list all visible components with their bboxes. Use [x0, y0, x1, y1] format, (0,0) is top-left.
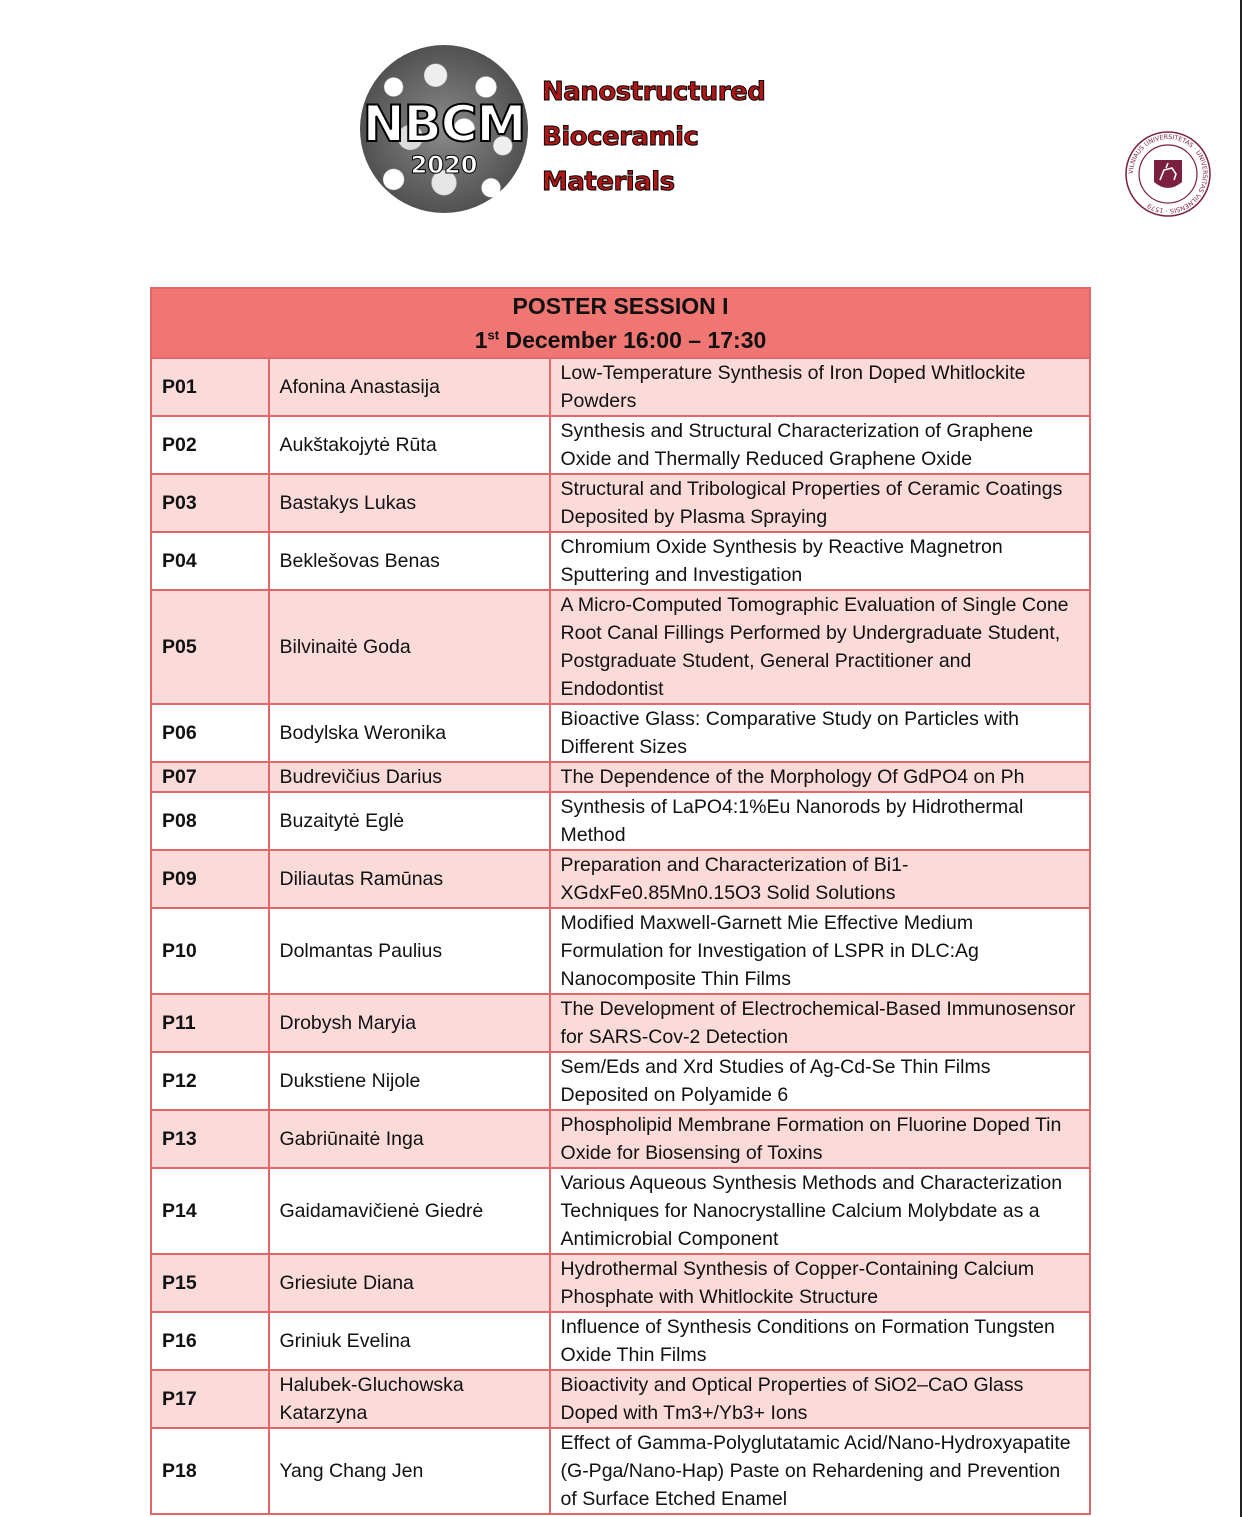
- poster-author: Dukstiene Nijole: [269, 1052, 550, 1110]
- poster-id: P16: [151, 1312, 269, 1370]
- conference-title-line: Nanostructured: [542, 77, 766, 107]
- poster-author: Bodylska Weronika: [269, 704, 550, 762]
- poster-author: Halubek-Gluchowska Katarzyna: [269, 1370, 550, 1428]
- poster-author: Buzaitytė Eglė: [269, 792, 550, 850]
- poster-id: P13: [151, 1110, 269, 1168]
- poster-row: [151, 416, 1090, 474]
- poster-row: [151, 1428, 1090, 1514]
- poster-row: [151, 792, 1090, 850]
- poster-row: [151, 704, 1090, 762]
- poster-id: P07: [151, 762, 269, 792]
- poster-author: Aukštakojytė Rūta: [269, 416, 550, 474]
- poster-author: Drobysh Maryia: [269, 994, 550, 1052]
- university-seal: [1124, 130, 1212, 218]
- poster-id: P08: [151, 792, 269, 850]
- poster-id: P09: [151, 850, 269, 908]
- poster-author: Gabriūnaitė Inga: [269, 1110, 550, 1168]
- conference-title-line: Bioceramic: [542, 122, 699, 152]
- poster-id: P06: [151, 704, 269, 762]
- seal-text: VILNIAUS UNIVERSITETAS · UNIVERSITAS VILNENSIS · 1579: [1127, 133, 1209, 215]
- poster-title: Preparation and Characterization of Bi1-XGdxFe0.85Mn0.15O3 Solid Solutions: [550, 850, 1090, 908]
- poster-id: P04: [151, 532, 269, 590]
- poster-author: Griesiute Diana: [269, 1254, 550, 1312]
- session-date-suffix: st: [487, 327, 500, 343]
- poster-title: Sem/Eds and Xrd Studies of Ag-Cd-Se Thin Films Deposited on Polyamide 6: [550, 1052, 1090, 1110]
- poster-title: Phospholipid Membrane Formation on Fluorine Doped Tin Oxide for Biosensing of Toxins: [550, 1110, 1090, 1168]
- poster-author: Budrevičius Darius: [269, 762, 550, 792]
- session-date: [152, 323, 1089, 357]
- poster-id: P01: [151, 358, 269, 416]
- poster-id: P15: [151, 1254, 269, 1312]
- poster-title: Synthesis and Structural Characterization of Graphene Oxide and Thermally Reduced Graphene Oxide: [550, 416, 1090, 474]
- poster-row: [151, 1254, 1090, 1312]
- logo-text: NBCM: [362, 95, 526, 153]
- poster-id: P10: [151, 908, 269, 994]
- poster-row: [151, 908, 1090, 994]
- poster-id: P12: [151, 1052, 269, 1110]
- conference-title-line: Materials: [542, 167, 675, 197]
- conference-title: [542, 70, 765, 205]
- poster-title: Structural and Tribological Properties of Ceramic Coatings Deposited by Plasma Spraying: [550, 474, 1090, 532]
- poster-row: [151, 1052, 1090, 1110]
- poster-row: [151, 532, 1090, 590]
- session-date-time: December 16:00 – 17:30: [499, 327, 767, 353]
- poster-author: Bastakys Lukas: [269, 474, 550, 532]
- poster-title: Low-Temperature Synthesis of Iron Doped Whitlockite Powders: [550, 358, 1090, 416]
- poster-rows: [151, 358, 1090, 1514]
- poster-row: [151, 1312, 1090, 1370]
- poster-title: Influence of Synthesis Conditions on Formation Tungsten Oxide Thin Films: [550, 1312, 1090, 1370]
- poster-author: Dolmantas Paulius: [269, 908, 550, 994]
- poster-id: P05: [151, 590, 269, 704]
- poster-title: Bioactive Glass: Comparative Study on Particles with Different Sizes: [550, 704, 1090, 762]
- poster-title: Synthesis of LaPO4:1%Eu Nanorods by Hidrothermal Method: [550, 792, 1090, 850]
- poster-id: P18: [151, 1428, 269, 1514]
- poster-author: Afonina Anastasija: [269, 358, 550, 416]
- poster-author: Gaidamavičienė Giedrė: [269, 1168, 550, 1254]
- session-header: [151, 288, 1090, 358]
- session-title: POSTER SESSION I: [512, 293, 729, 319]
- poster-title: The Development of Electrochemical-Based Immunosensor for SARS-Cov-2 Detection: [550, 994, 1090, 1052]
- poster-row: [151, 358, 1090, 416]
- poster-row: [151, 994, 1090, 1052]
- session-date-day: 1: [474, 327, 488, 353]
- poster-title: Chromium Oxide Synthesis by Reactive Magnetron Sputtering and Investigation: [550, 532, 1090, 590]
- poster-id: P14: [151, 1168, 269, 1254]
- poster-row: [151, 474, 1090, 532]
- poster-title: Bioactivity and Optical Properties of SiO2–CaO Glass Doped with Tm3+/Yb3+ Ions: [550, 1370, 1090, 1428]
- poster-row: [151, 1168, 1090, 1254]
- poster-title: The Dependence of the Morphology Of GdPO4 on Ph: [550, 762, 1090, 792]
- poster-author: Griniuk Evelina: [269, 1312, 550, 1370]
- poster-title: Hydrothermal Synthesis of Copper-Containing Calcium Phosphate with Whitlockite Structure: [550, 1254, 1090, 1312]
- poster-row: [151, 1370, 1090, 1428]
- poster-author: Yang Chang Jen: [269, 1428, 550, 1514]
- poster-row: [151, 850, 1090, 908]
- poster-author: Beklešovas Benas: [269, 532, 550, 590]
- poster-title: Various Aqueous Synthesis Methods and Characterization Techniques for Nanocrystalline Calcium Molybdate as a Antimicrobial Component: [550, 1168, 1090, 1254]
- poster-row: [151, 590, 1090, 704]
- poster-session-table: [150, 287, 1091, 1515]
- poster-author: Diliautas Ramūnas: [269, 850, 550, 908]
- poster-row: [151, 762, 1090, 792]
- poster-id: P03: [151, 474, 269, 532]
- poster-author: Bilvinaitė Goda: [269, 590, 550, 704]
- logo-year: 2020: [410, 151, 478, 179]
- poster-title: A Micro-Computed Tomographic Evaluation of Single Cone Root Canal Fillings Performed by Undergraduate Student, Postgraduate Student, General Practitioner and Endodontist: [550, 590, 1090, 704]
- poster-title: Modified Maxwell-Garnett Mie Effective Medium Formulation for Investigation of LSPR in DLC:Ag Nanocomposite Thin Films: [550, 908, 1090, 994]
- poster-title: Effect of Gamma-Polyglutatamic Acid/Nano-Hydroxyapatite (G-Pga/Nano-Hap) Paste on Rehardening and Prevention of Surface Etched Enamel: [550, 1428, 1090, 1514]
- poster-id: P02: [151, 416, 269, 474]
- poster-row: [151, 1110, 1090, 1168]
- poster-id: P17: [151, 1370, 269, 1428]
- poster-id: P11: [151, 994, 269, 1052]
- nbcm-logo: [360, 45, 528, 213]
